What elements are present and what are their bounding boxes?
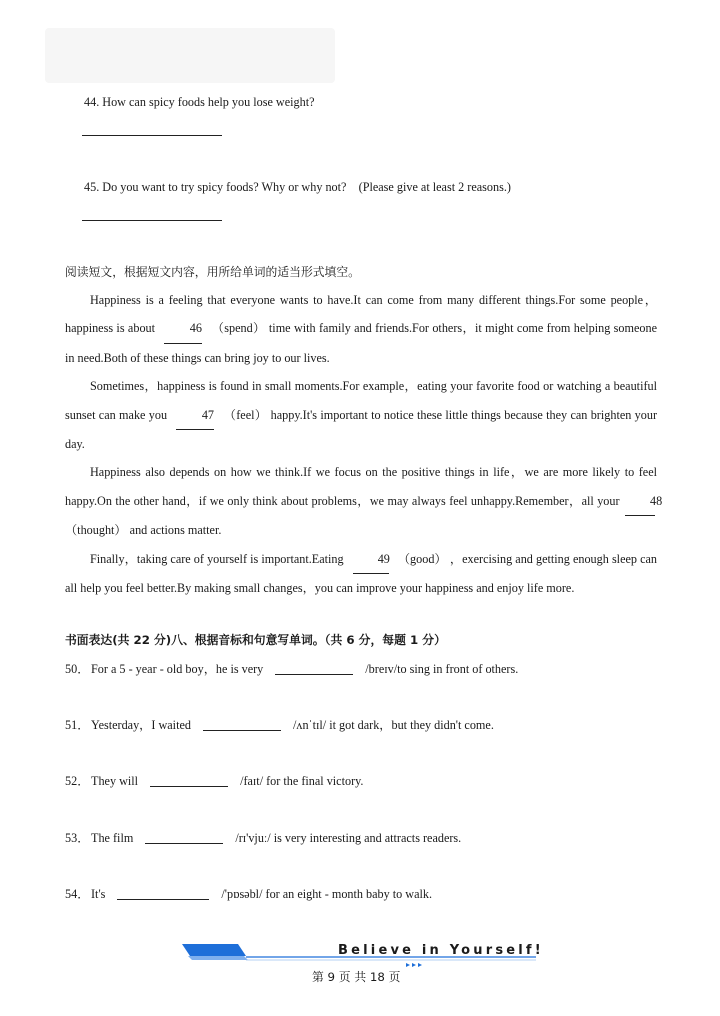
blank-47[interactable]: 47 bbox=[176, 401, 214, 430]
answer-blank-51[interactable] bbox=[203, 718, 281, 731]
blank-49[interactable]: 49 bbox=[353, 545, 389, 574]
footer-slogan: Believe in Yourself! bbox=[338, 943, 544, 958]
writing-heading: 书面表达(共 22 分)八、根据音标和句意写单词。（共 6 分，每题 1 分） bbox=[65, 633, 446, 647]
paragraph-1: Happiness is a feeling that everyone wants to have.It can come from many different things.For some people，happiness is about 46 （spend） time with family and friends.For others，it might come from helping someone in need.Both of these things can bring joy to our lives. bbox=[65, 293, 657, 365]
paragraph-2: Sometimes，happiness is found in small moments.For example，eating your favorite food or watching a beautiful sunset can make you 47 （feel） happy.It's important to notice these little things because they can brighten your day. bbox=[65, 379, 658, 452]
page-number: 第 9 页 共 18 页 bbox=[312, 970, 401, 984]
reading-instruction: 阅读短文，根据短文内容，用所给单词的适当形式填空。 bbox=[65, 265, 360, 279]
answer-blank-50[interactable] bbox=[275, 662, 353, 675]
answer-blank-53[interactable] bbox=[145, 831, 223, 844]
scan-smudge bbox=[45, 28, 335, 83]
blank-48[interactable]: 48 bbox=[625, 487, 655, 516]
reading-passage bbox=[65, 286, 663, 602]
arrow-icon-1 bbox=[406, 963, 410, 967]
item-51: 51． Yesterday，I waited /ʌnˈtɪl/ it got dark，but they didn't come. bbox=[65, 718, 494, 732]
footer-blue-bar bbox=[182, 944, 246, 956]
arrow-icon-3 bbox=[418, 963, 422, 967]
question-45: 45. Do you want to try spicy foods? Why or why not? (Please give at least 2 reasons.) bbox=[84, 180, 511, 194]
item-53: 53． The film /rɪ'vjuː/ is very interesting and attracts readers. bbox=[65, 831, 462, 845]
paragraph-3: Happiness also depends on how we think.If we focus on the positive things in life，we are more likely to feel happy.On the other hand，if we only think about problems，we may always feel unhappy.Remember，all your 48 （thought） and actions matter. bbox=[65, 465, 663, 538]
answer-line-45[interactable] bbox=[82, 208, 222, 221]
arrow-icon-2 bbox=[412, 963, 416, 967]
item-54: 54． It's /'pɒsəbl/ for an eight - month baby to walk. bbox=[65, 887, 433, 901]
item-50: 50． For a 5 - year - old boy，he is very /breɪv/to sing in front of others. bbox=[65, 662, 519, 676]
item-52: 52． They will /faɪt/ for the final victory. bbox=[65, 774, 364, 788]
footer-blue-shadow bbox=[188, 956, 248, 960]
paragraph-4: Finally，taking care of yourself is important.Eating 49 （good） ，exercising and getting enough sleep can all help you feel better.By making small changes，you can improve your happiness and enjoy life more. bbox=[65, 545, 657, 603]
answer-blank-54[interactable] bbox=[117, 887, 209, 900]
question-44: 44. How can spicy foods help you lose weight? bbox=[84, 95, 315, 109]
blank-46[interactable]: 46 bbox=[164, 314, 202, 343]
answer-blank-52[interactable] bbox=[150, 774, 228, 787]
answer-line-44[interactable] bbox=[82, 123, 222, 136]
